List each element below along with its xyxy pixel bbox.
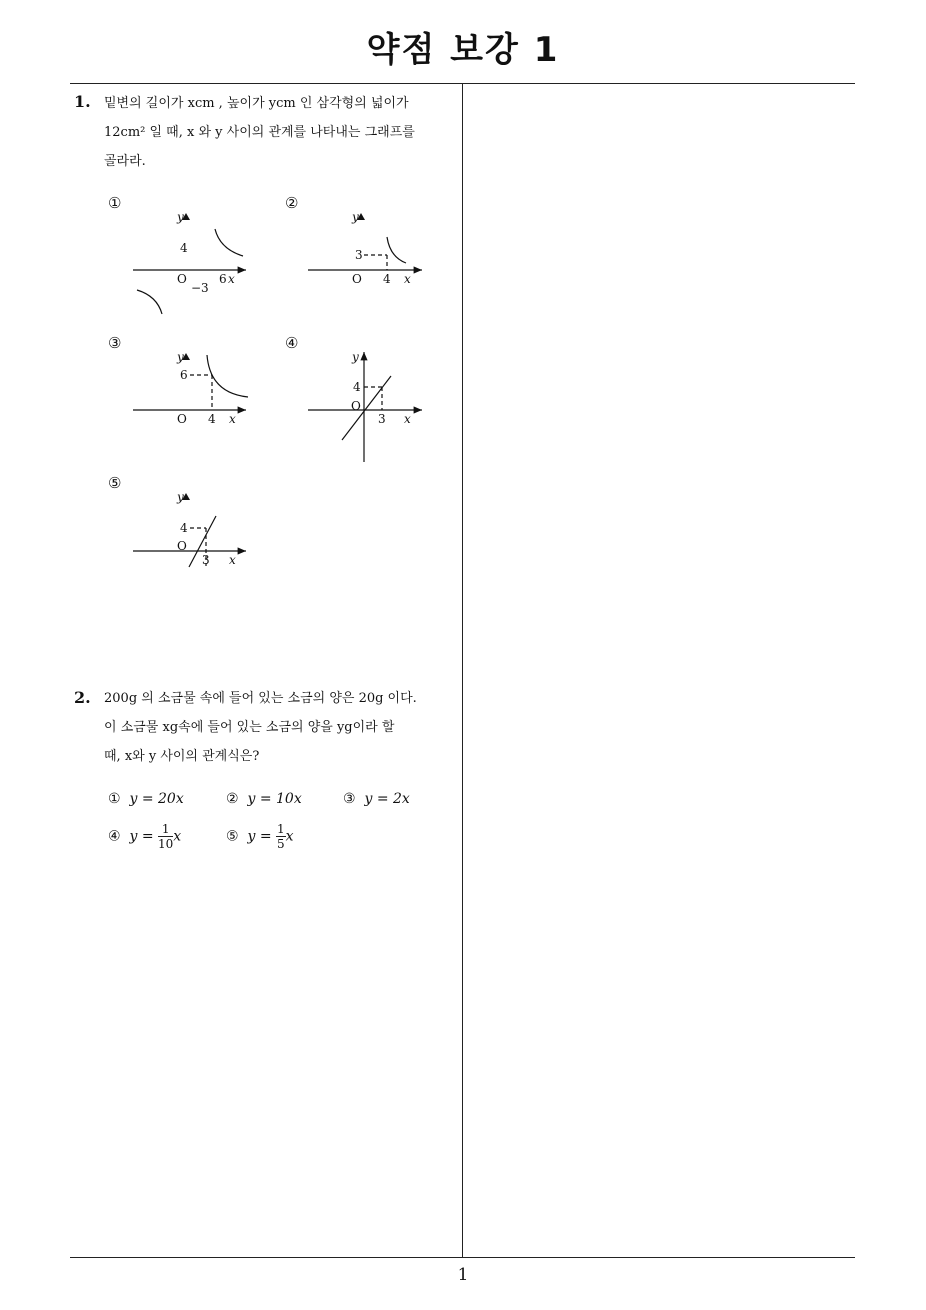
option-5-lhs: y = [247,828,272,845]
option-4-var: x [173,828,182,845]
question-2-number: 2. [74,688,91,707]
g1-label-6: 6 [219,272,227,286]
choice-3-mark[interactable]: ③ [108,334,122,352]
g2-origin: O [352,272,362,286]
g4-x-label: x [404,412,411,426]
option-1-text: y = 20x [129,791,184,807]
g1-label-4: 4 [180,241,188,255]
option-2[interactable] [226,791,302,807]
option-1-mark: ① [108,791,121,807]
g5-origin: O [177,539,187,553]
g5-label-3: 3 [202,553,210,567]
g1-y-label: y [177,210,184,224]
fraction-numerator: 1 [277,822,285,836]
g2-x-label: x [404,272,411,286]
g2-label-4: 4 [383,272,391,286]
question-1-line: 골라라. [104,154,146,169]
option-5-fraction [276,822,286,851]
g2-label-3: 3 [355,248,363,262]
question-1-number: 1. [74,92,91,111]
choice-5-mark[interactable]: ⑤ [108,474,122,492]
option-3[interactable] [343,791,410,807]
option-4-lhs: y = [129,828,154,845]
question-1-line: 밑변의 길이가 xcm , 높이가 ycm 인 삼각형의 넓이가 [104,96,409,111]
g3-x-label: x [229,412,236,426]
option-5-mark: ⑤ [226,828,239,845]
fraction-denominator: 10 [158,837,174,851]
option-2-mark: ② [226,791,239,807]
question-2-line: 이 소금물 xg속에 들어 있는 소금의 양을 yg이라 할 [104,720,395,735]
g3-label-6: 6 [180,368,188,382]
choice-4-mark[interactable]: ④ [285,334,299,352]
choice-1-mark[interactable]: ① [108,194,122,212]
g1-x-label: x [228,272,235,286]
g2-y-label: y [352,210,359,224]
option-5[interactable] [226,822,294,851]
option-4[interactable] [108,822,181,851]
question-2-line: 때, x와 y 사이의 관계식은? [104,749,260,764]
option-5-var: x [285,828,294,845]
option-4-mark: ④ [108,828,121,845]
g4-origin: O [351,399,361,413]
fraction-numerator: 1 [158,822,173,837]
g5-y-label: y [177,490,184,504]
question-2-line: 200g 의 소금물 속에 들어 있는 소금의 양은 20g 이다. [104,691,417,706]
fraction-denominator: 5 [277,837,285,851]
g3-origin: O [177,412,187,426]
option-1[interactable] [108,791,184,807]
question-2-text [104,684,460,771]
g5-label-4: 4 [180,521,188,535]
option-3-mark: ③ [343,791,356,807]
g4-label-3: 3 [378,412,386,426]
g3-label-4: 4 [208,412,216,426]
g5-x-label: x [229,553,236,567]
option-2-text: y = 10x [247,791,302,807]
g3-y-label: y [177,350,184,364]
g4-label-4: 4 [353,380,361,394]
option-4-fraction [158,822,173,851]
graph-4 [308,352,422,462]
graph-3 [133,355,248,410]
page-title: 약점 보강 1 [366,30,560,70]
g4-y-label: y [352,350,359,364]
g1-origin: O [177,272,187,286]
option-3-text: y = 2x [364,791,410,807]
question-1-line: 12cm² 일 때, x 와 y 사이의 관계를 나타내는 그래프를 [104,125,415,140]
graph-2 [308,237,422,270]
page-number: 1 [457,1265,469,1285]
g1-label-neg3: −3 [191,281,209,295]
choice-2-mark[interactable]: ② [285,194,299,212]
